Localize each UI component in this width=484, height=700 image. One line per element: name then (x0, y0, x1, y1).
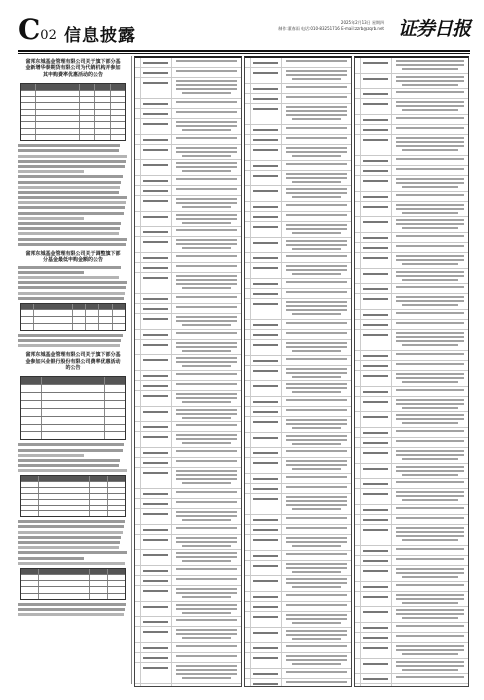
text-line (18, 608, 125, 611)
table-row (245, 366, 351, 381)
table-row (135, 391, 241, 407)
table-row (135, 160, 241, 176)
table-row (245, 356, 351, 366)
table-row (135, 119, 241, 135)
text-line (18, 271, 84, 274)
text-line (18, 160, 126, 163)
data-table (20, 475, 126, 517)
table-row (135, 448, 241, 458)
table-row (135, 602, 241, 617)
table-row (135, 586, 241, 602)
data-table (20, 376, 126, 440)
table-row (355, 125, 468, 135)
table-row (355, 202, 468, 217)
page-number (18, 13, 57, 50)
table-row (135, 535, 241, 550)
table-row (355, 387, 468, 397)
text-line (18, 531, 123, 534)
table-row (135, 407, 241, 422)
table-row (135, 617, 241, 627)
table-row (355, 607, 468, 623)
masthead-rule-thin (18, 53, 470, 54)
paper-logo: 证券日报 (397, 18, 470, 40)
table-row (135, 227, 241, 237)
table-row (135, 212, 241, 227)
text-line (18, 266, 121, 269)
table-row (135, 68, 241, 78)
table-row (355, 412, 468, 428)
table-row (355, 546, 468, 556)
announcement-title-2: 富邦东城基金管理有限公司关于调整旗下部分基金最低申购金额的公告 (25, 250, 121, 264)
announcement-body-3 (18, 376, 128, 616)
table-row (355, 74, 468, 89)
text-line (18, 454, 84, 457)
table-row (355, 674, 468, 684)
text-line (18, 170, 84, 173)
table-row (135, 566, 241, 576)
table-row (135, 550, 241, 566)
text-line (18, 186, 120, 189)
table-row (135, 273, 241, 294)
table-row (355, 489, 468, 505)
table-row (245, 381, 351, 397)
table-row (355, 351, 468, 361)
table-row (135, 145, 241, 160)
text-line (18, 227, 120, 230)
text-line (18, 603, 126, 606)
text-line (18, 175, 123, 178)
table-row (135, 489, 241, 499)
table-row (135, 109, 241, 119)
table-row (355, 643, 468, 659)
date-line: 2025年2月13日 星期四 (340, 20, 384, 25)
announcement-body-2 (18, 266, 128, 348)
table-row (135, 509, 241, 525)
table-row (135, 294, 241, 304)
table-row (245, 484, 351, 494)
table-row (355, 217, 468, 233)
table-row (245, 94, 351, 104)
text-line (18, 196, 127, 199)
table-row (355, 253, 468, 269)
data-table (20, 83, 126, 141)
table-row (355, 623, 468, 633)
table-row (135, 78, 241, 99)
text-line (18, 144, 120, 147)
text-line (18, 165, 125, 168)
table-row (355, 166, 468, 176)
table-row (245, 145, 351, 161)
table-row (245, 186, 351, 202)
table-row (245, 238, 351, 253)
table-row (245, 330, 351, 340)
table-row (355, 330, 468, 351)
table-row (135, 458, 241, 468)
table-row (355, 192, 468, 202)
section-title: 信息披露 (64, 26, 136, 46)
masthead (18, 13, 470, 48)
table-row (135, 58, 241, 68)
text-line (18, 464, 119, 467)
text-line (18, 443, 124, 446)
text-line (18, 232, 119, 235)
table-row (355, 428, 468, 438)
table-row (355, 582, 468, 592)
text-line (18, 459, 120, 462)
text-line (18, 520, 125, 523)
table-row (245, 669, 351, 679)
table-row (245, 551, 351, 561)
table-row (355, 361, 468, 371)
table-row (355, 438, 468, 448)
table-row (135, 237, 241, 253)
table-row (135, 304, 241, 314)
table-row (135, 525, 241, 535)
table-row (245, 84, 351, 94)
table-row (135, 381, 241, 391)
table-row (245, 592, 351, 602)
table-row (245, 525, 351, 535)
table-row (135, 432, 241, 448)
data-table (20, 568, 126, 600)
text-line (18, 212, 124, 215)
table-row (355, 310, 468, 320)
table-row (135, 499, 241, 509)
text-line (18, 344, 120, 347)
table-row (355, 58, 468, 74)
table-row (355, 89, 468, 99)
text-line (18, 551, 127, 554)
table-row (135, 253, 241, 263)
table-row (135, 643, 241, 653)
table-row (245, 289, 351, 299)
table-row (245, 212, 351, 222)
table-row (245, 135, 351, 145)
table-row (245, 561, 351, 576)
table-row (135, 627, 241, 643)
table-row (245, 417, 351, 433)
text-line (18, 286, 126, 289)
text-line (18, 149, 119, 152)
table-row (135, 176, 241, 186)
text-line (18, 525, 124, 528)
table-row (355, 284, 468, 294)
text-line (18, 334, 123, 337)
table-row (245, 397, 351, 407)
table-row (245, 263, 351, 279)
table-row (355, 156, 468, 166)
text-line (18, 201, 126, 204)
table-row (245, 448, 351, 458)
table-row (355, 371, 468, 387)
table-row (245, 222, 351, 238)
table-row (135, 135, 241, 145)
text-line (18, 243, 126, 246)
table-row (355, 176, 468, 192)
table-row (245, 474, 351, 484)
table-row (245, 679, 351, 687)
table-row (135, 355, 241, 371)
table-row (135, 186, 241, 196)
table-row (355, 464, 468, 479)
page-letter: C (18, 13, 41, 46)
table-row (355, 515, 468, 525)
text-line (18, 238, 127, 241)
table-row (355, 659, 468, 674)
column-separator (131, 56, 132, 684)
fund-table-3 (354, 56, 469, 687)
table-row (245, 171, 351, 186)
table-row (355, 135, 468, 156)
text-line (18, 557, 84, 560)
table-row (245, 253, 351, 263)
text-line (18, 276, 119, 279)
table-row (245, 643, 351, 653)
table-row (135, 196, 241, 212)
table-row (355, 99, 468, 115)
table-row (355, 479, 468, 489)
table-row (245, 320, 351, 330)
text-line (18, 536, 121, 539)
table-row (355, 505, 468, 515)
text-line (18, 217, 84, 220)
text-line (18, 562, 125, 565)
table-row (355, 448, 468, 464)
table-row (135, 263, 241, 273)
masthead-rule (18, 50, 470, 52)
table-row (245, 125, 351, 135)
table-row (245, 104, 351, 125)
table-row (245, 612, 351, 628)
text-line (18, 281, 127, 284)
table-row (245, 340, 351, 356)
text-line (18, 339, 121, 342)
table-row (245, 433, 351, 448)
table-row (245, 407, 351, 417)
text-line (18, 546, 119, 549)
masthead-meta (278, 20, 384, 32)
table-row (355, 633, 468, 643)
editor-line: 制作:董春雨 电话:010-83251716 E-mail:zzrb@zqrb.net (278, 26, 384, 31)
text-line (18, 181, 121, 184)
text-line (18, 449, 123, 452)
table-row (135, 576, 241, 586)
table-row (245, 68, 351, 84)
table-row (245, 576, 351, 592)
table-row (355, 243, 468, 253)
fund-table-2 (244, 56, 352, 687)
text-line (18, 206, 125, 209)
announcement-body-1 (18, 83, 128, 246)
table-row (135, 653, 241, 663)
text-line (18, 541, 120, 544)
text-line (18, 292, 125, 295)
table-row (245, 161, 351, 171)
data-table (20, 303, 126, 331)
announcement-title-1: 富邦东城基金管理有限公司关于旗下部分基金新增华泰期货有限公司为代销机构并参加其申购费率优惠活动的公告 (25, 59, 121, 78)
text-line (18, 155, 127, 158)
table-row (355, 320, 468, 330)
table-row (355, 566, 468, 582)
text-line (18, 613, 124, 616)
table-row (245, 58, 351, 68)
text-line (18, 191, 119, 194)
text-line (18, 469, 127, 472)
table-row (355, 397, 468, 412)
table-row (135, 422, 241, 432)
table-row (355, 233, 468, 243)
table-row (245, 515, 351, 525)
table-row (245, 602, 351, 612)
table-row (135, 340, 241, 355)
table-row (355, 115, 468, 125)
table-row (355, 556, 468, 566)
table-row (245, 202, 351, 212)
table-row (355, 684, 468, 687)
table-row (245, 458, 351, 474)
fund-table-1 (134, 56, 242, 687)
page-number-digits: 02 (40, 28, 57, 43)
table-row (135, 468, 241, 489)
table-row (135, 663, 241, 684)
table-row (355, 269, 468, 284)
table-row (245, 494, 351, 515)
table-row (135, 684, 241, 687)
table-row (245, 628, 351, 643)
table-row (135, 314, 241, 330)
table-row (245, 299, 351, 320)
table-row (135, 330, 241, 340)
table-row (245, 535, 351, 551)
table-row (355, 525, 468, 546)
table-row (355, 294, 468, 310)
table-row (245, 279, 351, 289)
table-row (245, 653, 351, 669)
table-row (135, 99, 241, 109)
text-line (18, 222, 121, 225)
table-row (135, 371, 241, 381)
column-announcements (18, 56, 128, 684)
text-line (18, 297, 124, 300)
announcement-title-3: 富邦东城基金管理有限公司关于旗下部分基金参加兴业银行股份有限公司费率优惠活动的公告 (25, 352, 121, 371)
table-row (355, 592, 468, 607)
